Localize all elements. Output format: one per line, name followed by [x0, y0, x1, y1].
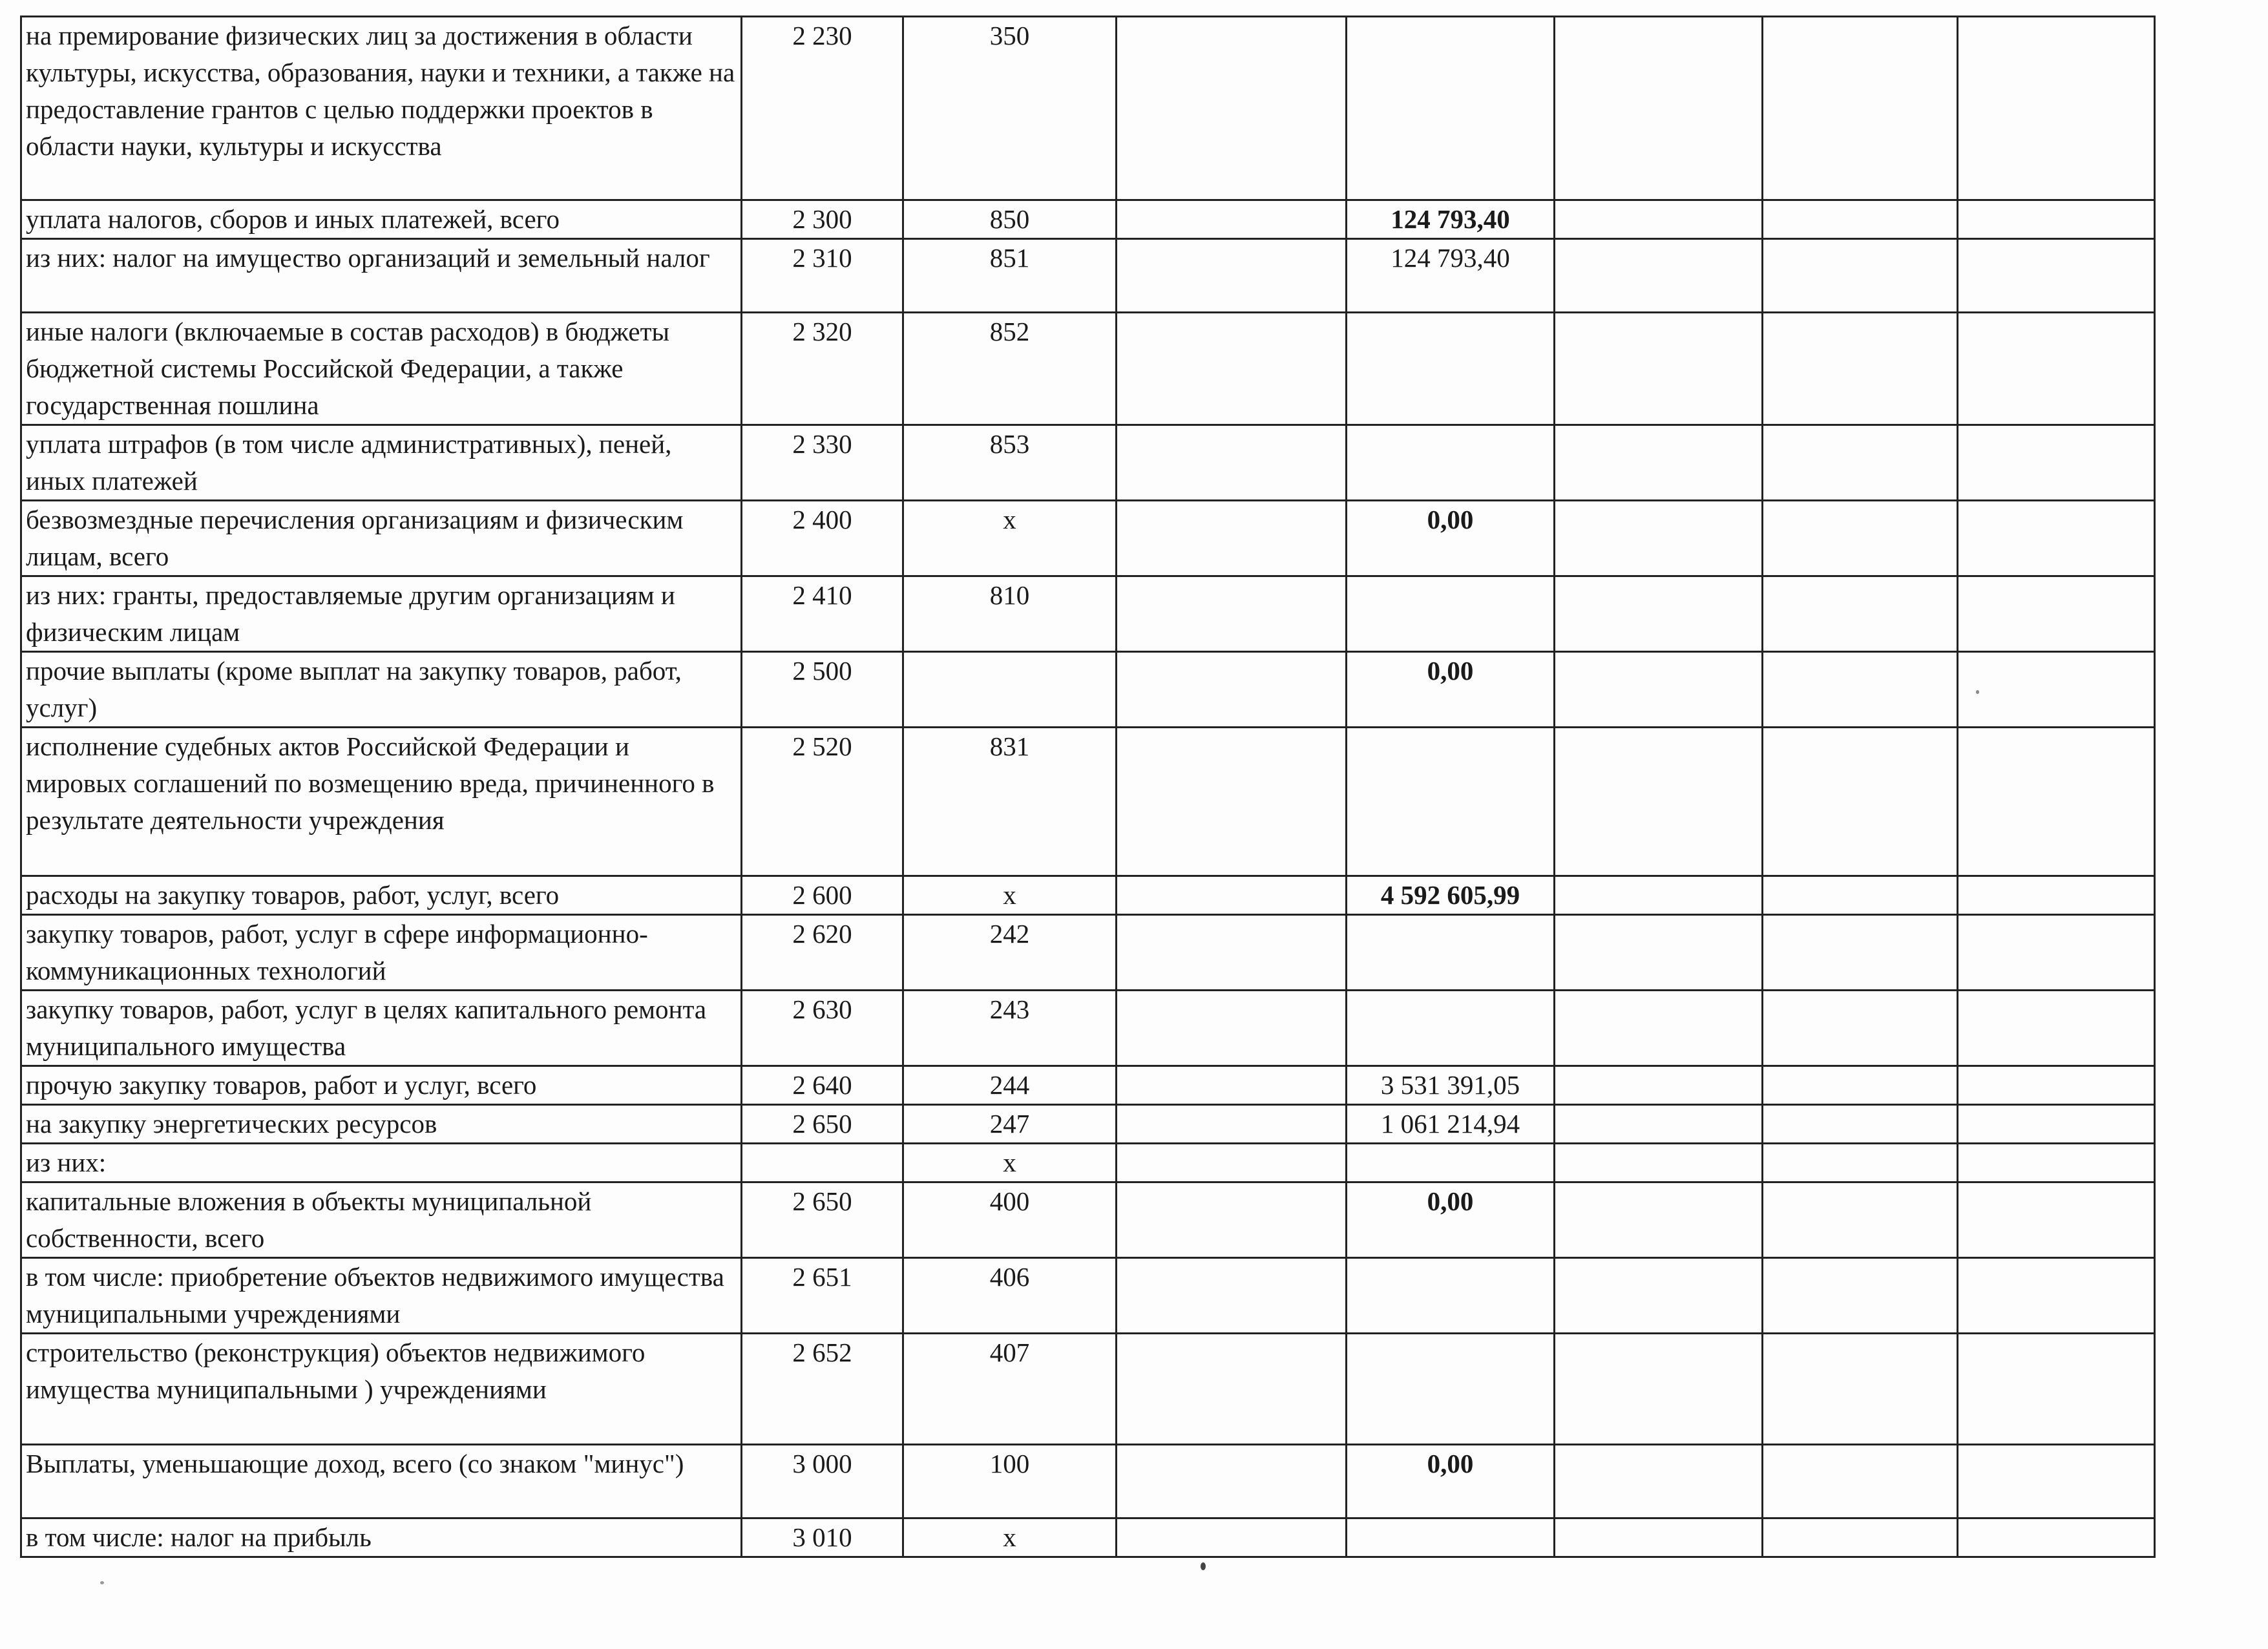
row-col6 [1555, 17, 1763, 200]
row-kbk: х [903, 1144, 1117, 1182]
row-col6 [1555, 1258, 1763, 1334]
row-col6 [1555, 728, 1763, 876]
table-row [21, 313, 2155, 425]
row-amount: 4 592 605,99 [1347, 876, 1555, 915]
row-name: уплата налогов, сборов и иных платежей, всего [21, 200, 742, 239]
row-col4 [1117, 876, 1347, 915]
row-col7 [1763, 17, 1958, 200]
row-col7 [1763, 1066, 1958, 1105]
row-code: 3 000 [742, 1445, 903, 1518]
row-col8 [1958, 1334, 2155, 1445]
row-col6 [1555, 652, 1763, 728]
row-kbk: 247 [903, 1105, 1117, 1144]
row-col7 [1763, 728, 1958, 876]
row-name: строительство (реконструкция) объектов недвижимого имущества муниципальными ) учреждениями [21, 1334, 742, 1445]
row-amount: 3 531 391,05 [1347, 1066, 1555, 1105]
row-code [742, 1144, 903, 1182]
table-row [21, 876, 2155, 915]
row-col7 [1763, 1334, 1958, 1445]
row-col7 [1763, 425, 1958, 501]
scan-speck [1201, 1562, 1206, 1570]
row-col4 [1117, 17, 1347, 200]
row-col8 [1958, 313, 2155, 425]
row-col7 [1763, 313, 1958, 425]
row-name: в том числе: налог на прибыль [21, 1518, 742, 1557]
row-code: 2 630 [742, 991, 903, 1066]
row-amount [1347, 1518, 1555, 1557]
row-kbk: х [903, 501, 1117, 576]
row-col8 [1958, 915, 2155, 991]
row-col7 [1763, 876, 1958, 915]
table-row [21, 1334, 2155, 1445]
row-kbk: х [903, 1518, 1117, 1557]
row-amount: 0,00 [1347, 652, 1555, 728]
row-name: закупку товаров, работ, услуг в сфере информационно-коммуникационных технологий [21, 915, 742, 991]
row-amount [1347, 576, 1555, 652]
table-row [21, 1105, 2155, 1144]
row-col4 [1117, 576, 1347, 652]
row-amount: 0,00 [1347, 1445, 1555, 1518]
row-kbk: 244 [903, 1066, 1117, 1105]
row-col7 [1763, 1445, 1958, 1518]
table-row [21, 425, 2155, 501]
row-name: расходы на закупку товаров, работ, услуг, всего [21, 876, 742, 915]
row-col7 [1763, 1144, 1958, 1182]
row-col6 [1555, 876, 1763, 915]
row-col4 [1117, 425, 1347, 501]
row-amount [1347, 17, 1555, 200]
row-kbk: 810 [903, 576, 1117, 652]
row-col7 [1763, 1518, 1958, 1557]
row-col6 [1555, 239, 1763, 313]
row-col4 [1117, 313, 1347, 425]
row-code: 2 650 [742, 1182, 903, 1258]
table-row [21, 1066, 2155, 1105]
row-col4 [1117, 991, 1347, 1066]
row-col4 [1117, 728, 1347, 876]
row-name: иные налоги (включаемые в состав расходов) в бюджеты бюджетной системы Российской Федерации, а также государственная пошлина [21, 313, 742, 425]
row-col6 [1555, 501, 1763, 576]
row-col4 [1117, 1258, 1347, 1334]
row-name: на закупку энергетических ресурсов [21, 1105, 742, 1144]
row-code: 2 300 [742, 200, 903, 239]
row-col8 [1958, 991, 2155, 1066]
row-amount [1347, 1258, 1555, 1334]
row-name: прочие выплаты (кроме выплат на закупку товаров, работ, услуг) [21, 652, 742, 728]
row-amount [1347, 425, 1555, 501]
row-col7 [1763, 652, 1958, 728]
row-col7 [1763, 239, 1958, 313]
row-col7 [1763, 576, 1958, 652]
row-col6 [1555, 1334, 1763, 1445]
row-kbk: 400 [903, 1182, 1117, 1258]
row-col8 [1958, 1182, 2155, 1258]
table-row [21, 576, 2155, 652]
row-col8 [1958, 425, 2155, 501]
row-name: исполнение судебных актов Российской Федерации и мировых соглашений по возмещению вреда, причиненного в результате деятельности учреждения [21, 728, 742, 876]
row-col8 [1958, 876, 2155, 915]
row-col4 [1117, 1445, 1347, 1518]
row-col6 [1555, 1445, 1763, 1518]
row-kbk: 243 [903, 991, 1117, 1066]
table-row [21, 1258, 2155, 1334]
row-code: 2 640 [742, 1066, 903, 1105]
row-col4 [1117, 652, 1347, 728]
row-amount [1347, 728, 1555, 876]
row-kbk: 831 [903, 728, 1117, 876]
table-row [21, 1445, 2155, 1518]
row-kbk: 850 [903, 200, 1117, 239]
row-code: 2 410 [742, 576, 903, 652]
row-code: 2 520 [742, 728, 903, 876]
row-name: на премирование физических лиц за достижения в области культуры, искусства, образования, науки и техники, а также на предоставление грантов с целью поддержки проектов в области науки, культуры и искусства [21, 17, 742, 200]
row-col8 [1958, 501, 2155, 576]
table-row [21, 1518, 2155, 1557]
row-col4 [1117, 501, 1347, 576]
row-col7 [1763, 991, 1958, 1066]
row-col6 [1555, 1105, 1763, 1144]
row-code: 2 230 [742, 17, 903, 200]
table-row [21, 915, 2155, 991]
row-col8 [1958, 1445, 2155, 1518]
row-col7 [1763, 1105, 1958, 1144]
row-col8 [1958, 728, 2155, 876]
row-kbk: х [903, 876, 1117, 915]
row-kbk: 242 [903, 915, 1117, 991]
row-col7 [1763, 1258, 1958, 1334]
row-name: из них: гранты, предоставляемые другим организациям и физическим лицам [21, 576, 742, 652]
row-col4 [1117, 239, 1347, 313]
row-col8 [1958, 1144, 2155, 1182]
scan-speck [1976, 690, 1979, 694]
table-row [21, 728, 2155, 876]
row-kbk: 100 [903, 1445, 1117, 1518]
row-amount [1347, 1144, 1555, 1182]
table-body [21, 17, 2155, 1557]
row-code: 2 320 [742, 313, 903, 425]
row-code: 2 652 [742, 1334, 903, 1445]
row-col6 [1555, 915, 1763, 991]
row-kbk: 852 [903, 313, 1117, 425]
row-col6 [1555, 1182, 1763, 1258]
row-col4 [1117, 200, 1347, 239]
row-kbk [903, 652, 1117, 728]
table-row [21, 200, 2155, 239]
row-amount: 124 793,40 [1347, 239, 1555, 313]
row-code: 2 400 [742, 501, 903, 576]
row-col6 [1555, 200, 1763, 239]
row-col6 [1555, 313, 1763, 425]
row-amount [1347, 1334, 1555, 1445]
row-col4 [1117, 1518, 1347, 1557]
row-code: 2 650 [742, 1105, 903, 1144]
row-code: 2 500 [742, 652, 903, 728]
row-col6 [1555, 1066, 1763, 1105]
row-kbk: 407 [903, 1334, 1117, 1445]
row-amount: 0,00 [1347, 1182, 1555, 1258]
row-col7 [1763, 1182, 1958, 1258]
row-code: 2 651 [742, 1258, 903, 1334]
table-row [21, 1182, 2155, 1258]
row-col6 [1555, 1144, 1763, 1182]
row-col8 [1958, 17, 2155, 200]
row-col7 [1763, 915, 1958, 991]
row-col4 [1117, 1182, 1347, 1258]
row-name: безвозмездные перечисления организациям и физическим лицам, всего [21, 501, 742, 576]
row-col6 [1555, 1518, 1763, 1557]
row-col6 [1555, 991, 1763, 1066]
row-name: уплата штрафов (в том числе административных), пеней, иных платежей [21, 425, 742, 501]
row-name: в том числе: приобретение объектов недвижимого имущества муниципальными учреждениями [21, 1258, 742, 1334]
table-row [21, 1144, 2155, 1182]
row-amount: 124 793,40 [1347, 200, 1555, 239]
row-col6 [1555, 425, 1763, 501]
row-name: из них: [21, 1144, 742, 1182]
financial-plan-table [20, 16, 2156, 1558]
row-col6 [1555, 576, 1763, 652]
row-col8 [1958, 1258, 2155, 1334]
row-amount [1347, 915, 1555, 991]
row-amount: 0,00 [1347, 501, 1555, 576]
row-col8 [1958, 1066, 2155, 1105]
row-col7 [1763, 200, 1958, 239]
table-row [21, 991, 2155, 1066]
scan-speck [100, 1581, 104, 1584]
row-col8 [1958, 1518, 2155, 1557]
row-col8 [1958, 239, 2155, 313]
row-col8 [1958, 200, 2155, 239]
row-code: 2 310 [742, 239, 903, 313]
row-name: капитальные вложения в объекты муниципальной собственности, всего [21, 1182, 742, 1258]
row-name: Выплаты, уменьшающие доход, всего (со знаком "минус") [21, 1445, 742, 1518]
row-kbk: 406 [903, 1258, 1117, 1334]
row-name: из них: налог на имущество организаций и земельный налог [21, 239, 742, 313]
row-col4 [1117, 1066, 1347, 1105]
row-col4 [1117, 915, 1347, 991]
row-col8 [1958, 652, 2155, 728]
row-name: закупку товаров, работ, услуг в целях капитального ремонта муниципального имущества [21, 991, 742, 1066]
row-col7 [1763, 501, 1958, 576]
table-row [21, 17, 2155, 200]
row-kbk: 350 [903, 17, 1117, 200]
row-kbk: 851 [903, 239, 1117, 313]
row-kbk: 853 [903, 425, 1117, 501]
table-row [21, 501, 2155, 576]
row-col4 [1117, 1334, 1347, 1445]
row-amount [1347, 991, 1555, 1066]
row-col8 [1958, 576, 2155, 652]
row-name: прочую закупку товаров, работ и услуг, всего [21, 1066, 742, 1105]
row-col8 [1958, 1105, 2155, 1144]
row-code: 2 620 [742, 915, 903, 991]
row-code: 3 010 [742, 1518, 903, 1557]
table-row [21, 652, 2155, 728]
table-row [21, 239, 2155, 313]
row-col4 [1117, 1105, 1347, 1144]
row-code: 2 600 [742, 876, 903, 915]
row-amount [1347, 313, 1555, 425]
row-code: 2 330 [742, 425, 903, 501]
row-col4 [1117, 1144, 1347, 1182]
row-amount: 1 061 214,94 [1347, 1105, 1555, 1144]
